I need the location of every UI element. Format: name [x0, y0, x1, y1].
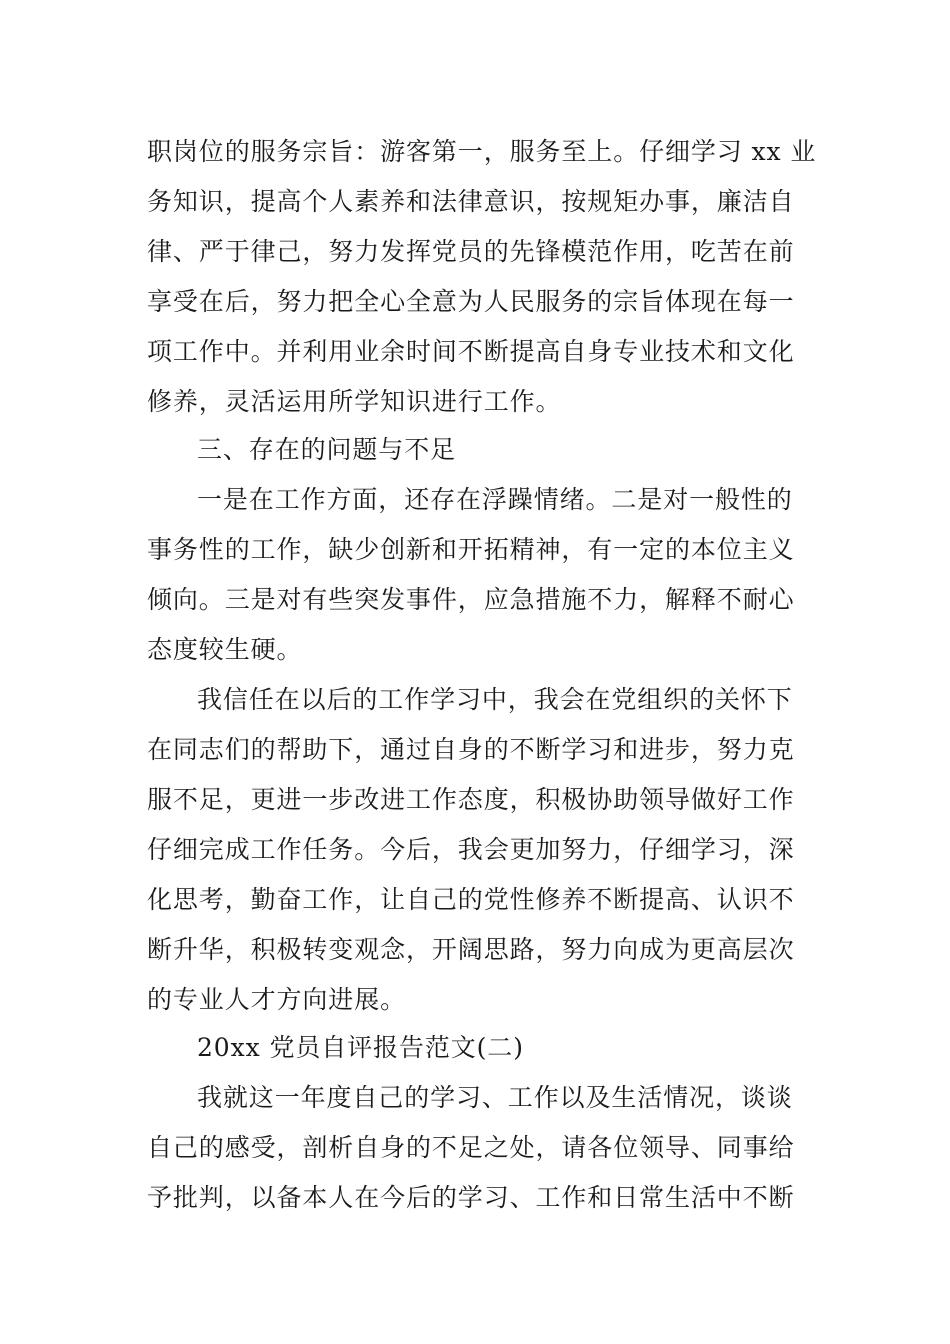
text-line: 享受在后，努力把全心全意为人民服务的宗旨体现在每一: [147, 287, 795, 316]
text-line: 我就这一年度自己的学习、工作以及生活情况，谈谈: [197, 1083, 793, 1112]
text-line: 在同志们的帮助下，通过自身的不断学习和进步，努力克: [147, 735, 795, 764]
text-line: 职岗位的服务宗旨：游客第一，服务至上。仔细学习 xx 业: [147, 137, 817, 166]
text-line: 事务性的工作，缺少创新和开拓精神，有一定的本位主义: [147, 535, 795, 564]
text-line: 予批判，以备本人在今后的学习、工作和日常生活中不断: [147, 1183, 795, 1212]
text-line: 化思考，勤奋工作，让自己的党性修养不断提高、认识不: [147, 885, 795, 914]
section-heading: 三、存在的问题与不足: [197, 435, 457, 464]
text-line: 律、严于律己，努力发挥党员的先锋模范作用，吃苦在前: [147, 237, 795, 266]
text-line: 自己的感受，剖析自身的不足之处，请各位领导、同事给: [147, 1133, 795, 1162]
text-line: 项工作中。并利用业余时间不断提高自身专业技术和文化: [147, 337, 795, 366]
text-line: 我信任在以后的工作学习中，我会在党组织的关怀下: [197, 685, 793, 714]
text-line: 仔细完成工作任务。今后，我会更加努力，仔细学习，深: [147, 835, 795, 864]
article-subtitle: 20xx 党员自评报告范文(二): [197, 1033, 524, 1062]
text-line: 一是在工作方面，还存在浮躁情绪。二是对一般性的: [197, 485, 793, 514]
text-line: 断升华，积极转变观念，开阔思路，努力向成为更高层次: [147, 935, 795, 964]
text-line: 务知识，提高个人素养和法律意识，按规矩办事，廉洁自: [147, 187, 795, 216]
text-line: 的专业人才方向进展。: [147, 985, 407, 1014]
text-line: 修养，灵活运用所学知识进行工作。: [147, 387, 562, 416]
text-line: 服不足，更进一步改进工作态度，积极协助领导做好工作: [147, 785, 795, 814]
text-line: 态度较生硬。: [147, 635, 303, 664]
text-line: 倾向。三是对有些突发事件，应急措施不力，解释不耐心: [147, 585, 795, 614]
